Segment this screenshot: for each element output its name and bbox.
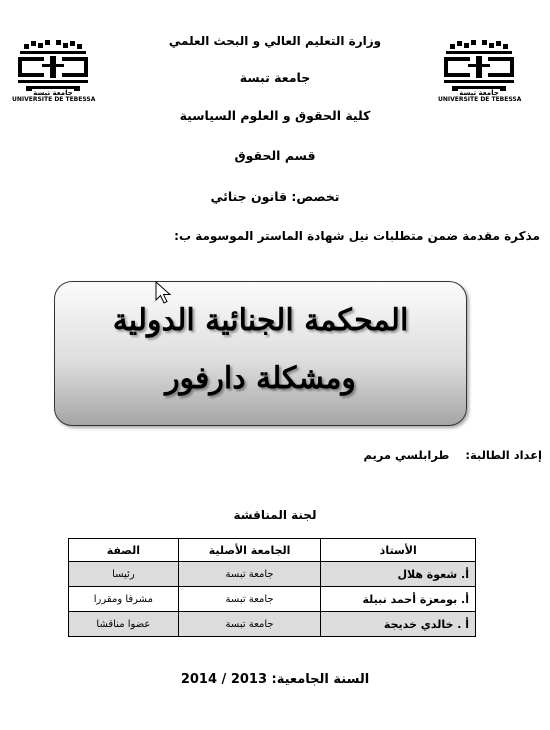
student-line bbox=[363, 448, 542, 462]
faculty-name: كلية الحقوق و العلوم السياسية bbox=[179, 108, 371, 123]
member-role: عضوا مناقشا bbox=[69, 612, 179, 637]
svg-text:جامعة تبسة: جامعة تبسة bbox=[459, 89, 499, 96]
academic-year: السنة الجامعية: 2013 / 2014 bbox=[180, 672, 370, 687]
member-university: جامعة تبسة bbox=[178, 587, 321, 612]
university-latin-name: UNIVERSITE DE TEBESSA bbox=[12, 96, 96, 103]
header-role: الصفة bbox=[69, 539, 179, 562]
university-name: جامعة تبسة bbox=[239, 70, 311, 85]
memo-intro: مذكرة مقدمة ضمن متطلبات نيل شهادة الماستر الموسومة ب: bbox=[174, 229, 540, 243]
thesis-title-line1: المحكمة الجنائية الدولية bbox=[112, 303, 409, 338]
mouse-cursor-icon bbox=[155, 281, 173, 305]
department-name: قسم الحقوق bbox=[234, 148, 316, 163]
member-name: أ . خالدي خديجة bbox=[321, 612, 476, 637]
member-role: رئيسا bbox=[69, 562, 179, 587]
table-row bbox=[69, 612, 476, 637]
svg-text:جامعة تبسة: جامعة تبسة bbox=[33, 89, 73, 96]
student-name: طرابلسي مريم bbox=[363, 448, 450, 462]
thesis-title-box bbox=[54, 281, 467, 426]
committee-title: لجنة المناقشة bbox=[233, 508, 317, 522]
committee-table bbox=[68, 538, 476, 637]
thesis-title-line2: ومشكلة دارفور bbox=[165, 361, 356, 396]
table-header-row bbox=[69, 539, 476, 562]
ministry-name: وزارة التعليم العالي و البحث العلمي bbox=[168, 34, 382, 48]
table-row bbox=[69, 587, 476, 612]
student-label: إعداد الطالبة: bbox=[465, 448, 542, 462]
table-row bbox=[69, 562, 476, 587]
specialization: تخصص: قانون جنائي bbox=[210, 189, 340, 204]
member-role: مشرفا ومقررا bbox=[69, 587, 179, 612]
member-university: جامعة تبسة bbox=[178, 612, 321, 637]
member-university: جامعة تبسة bbox=[178, 562, 321, 587]
member-name: أ. بومعزة أحمد نبيلة bbox=[321, 587, 476, 612]
university-latin-name: UNIVERSITE DE TEBESSA bbox=[438, 96, 522, 103]
header-university: الجامعة الأصلية bbox=[178, 539, 321, 562]
header-professor: الأستاذ bbox=[321, 539, 476, 562]
member-name: أ. شعوة هلال bbox=[321, 562, 476, 587]
